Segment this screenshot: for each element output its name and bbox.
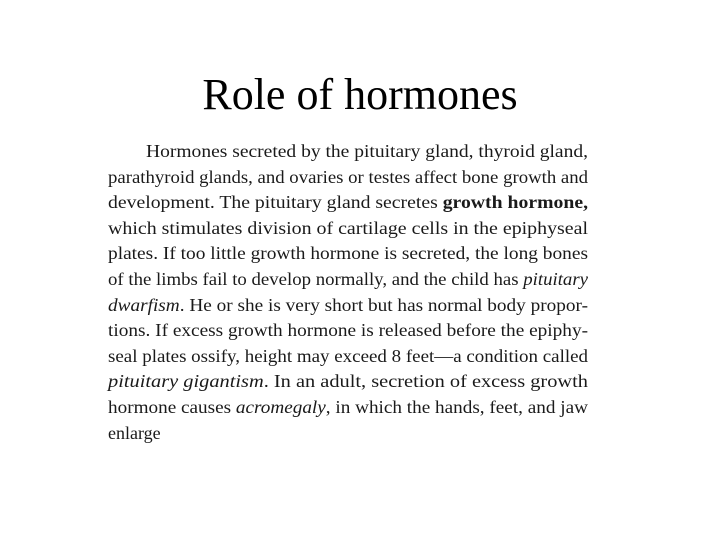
excerpt-text: of the limbs fail to develop normally, and the child has xyxy=(108,269,524,289)
excerpt-line xyxy=(108,191,588,213)
excerpt-text: pituitary gigantism xyxy=(108,371,264,392)
excerpt-text: Hormones secreted by the pituitary gland, thyroid gland, xyxy=(146,141,588,161)
excerpt-line xyxy=(108,422,161,444)
excerpt-line xyxy=(108,294,588,316)
excerpt-line xyxy=(108,345,588,367)
excerpt-text: dwarfism xyxy=(108,294,180,315)
excerpt-line xyxy=(108,370,588,392)
excerpt-text: growth hormone, xyxy=(442,192,589,213)
slide-title: Role of hormones xyxy=(202,70,518,119)
excerpt-line xyxy=(146,140,588,162)
excerpt-line xyxy=(108,268,588,290)
excerpt-text: plates. If too little growth hormone is secreted, the long bones xyxy=(108,243,589,264)
excerpt-text: , in which the hands, feet, and jaw xyxy=(325,397,588,417)
excerpt-text: pituitary xyxy=(523,269,588,289)
textbook-excerpt xyxy=(108,140,592,446)
excerpt-line xyxy=(108,319,588,341)
excerpt-text: which stimulates division of cartilage cells in the epiphyseal xyxy=(108,217,589,238)
excerpt-text: seal plates ossify, height may exceed 8 feet—a condition called xyxy=(108,345,589,366)
excerpt-text: acromegaly xyxy=(235,397,326,417)
excerpt-text: hormone causes xyxy=(108,397,236,417)
cropped-scan-edge xyxy=(166,422,596,446)
excerpt-text: . He or she is very short but has normal body propor- xyxy=(179,294,589,315)
excerpt-text: development. The pituitary gland secretes xyxy=(108,192,443,213)
excerpt-text: tions. If excess growth hormone is released before the epiphy- xyxy=(108,320,589,341)
excerpt-text: parathyroid glands, and ovaries or testes affect bone growth and xyxy=(108,166,589,187)
excerpt-line xyxy=(108,166,588,188)
excerpt-line xyxy=(108,396,588,418)
excerpt-line xyxy=(108,242,588,264)
excerpt-line xyxy=(108,217,588,239)
excerpt-text: . In an adult, secretion of excess growth xyxy=(263,371,588,392)
excerpt-text: enlarge xyxy=(108,422,161,443)
